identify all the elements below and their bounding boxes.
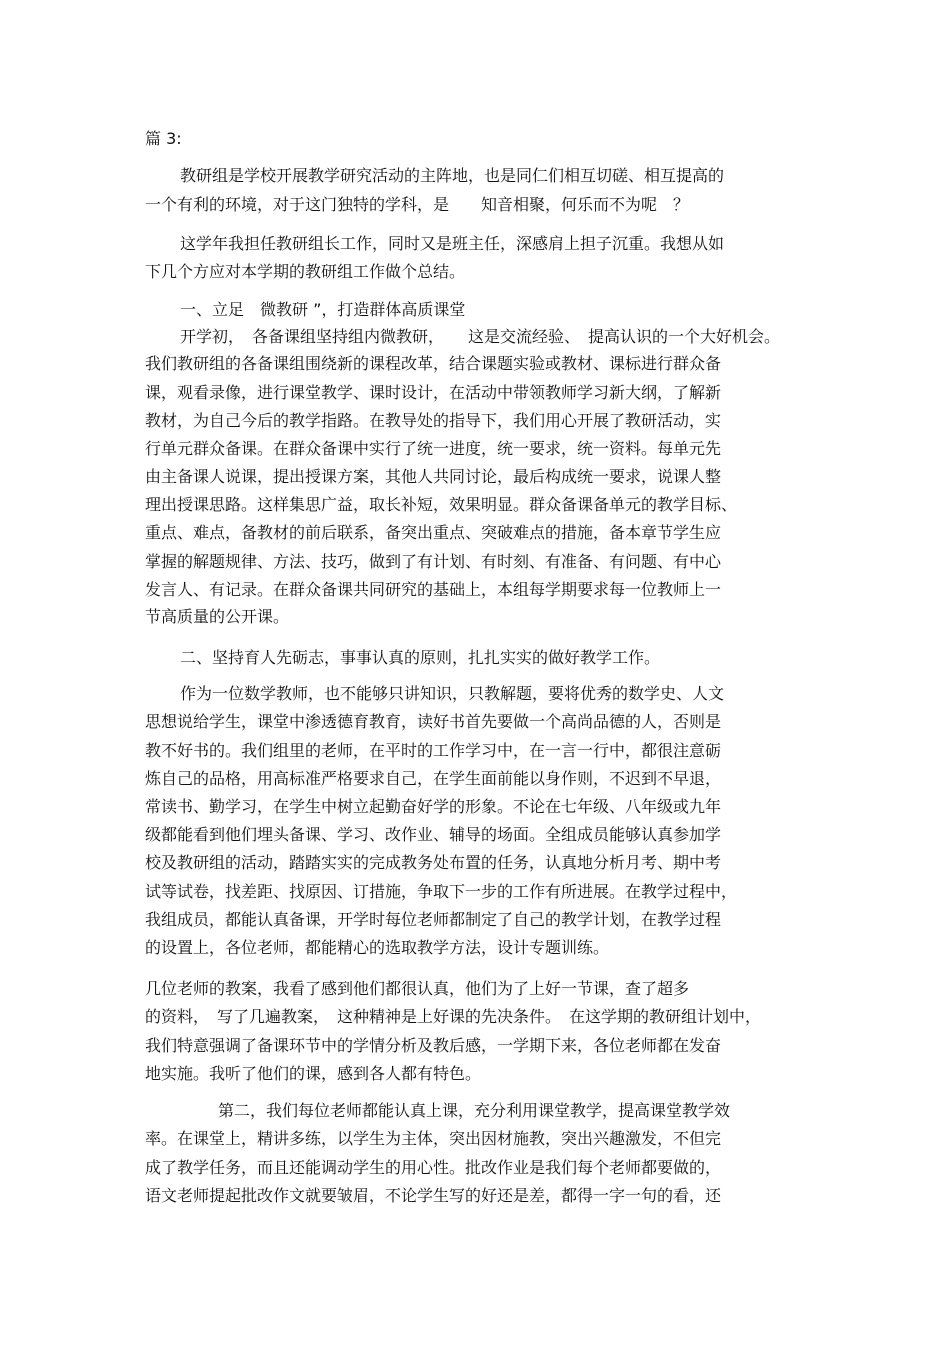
text-line: 发言人、有记录。在群众备课共同研究的基础上，本组每学期要求每一位教师上一: [145, 580, 722, 599]
text-line: 常读书、勤学习，在学生中树立起勤奋好学的形象。不论在七年级、八年级或九年: [145, 797, 722, 816]
text-line: 行单元群众备课。在群众备课中实行了统一进度，统一要求，统一资料。每单元先: [145, 439, 722, 458]
text-line: 由主备课人说课，提出授课方案，其他人共同讨论，最后构成统一要求，说课人整: [145, 467, 722, 486]
text-line: 级都能看到他们埋头备课、学习、改作业、辅导的场面。全组成员能够认真参加学: [145, 825, 722, 844]
text-line: 节高质量的公开课。: [145, 607, 290, 626]
text-line: 试等试卷，找差距、找原因、订措施，争取下一步的工作有所进展。在教学过程中，: [145, 882, 738, 901]
text-line: 第二，我们每位老师都能认真上课，充分利用课堂教学，提高课堂教学效: [218, 1101, 731, 1120]
text-line: 一个有利的环境，对于这门独特的学科，是 知音相聚，何乐而不为呢 ？: [145, 195, 690, 214]
text-line: 语文老师提起批改作文就要皱眉，不论学生写的好还是差，都得一字一句的看，还: [145, 1186, 722, 1205]
text-line: 的设置上，各位老师，都能精心的选取教学方法，设计专题训练。: [145, 938, 610, 957]
text-line: 炼自己的品格，用高标准严格要求自己，在学生面前能以身作则，不迟到不早退，: [145, 769, 722, 788]
text-line: 地实施。我听了他们的课，感到各人都有特色。: [145, 1064, 482, 1083]
section-heading: 篇 3:: [145, 129, 182, 148]
text-line: 几位老师的教案，我看了感到他们都很认真，他们为了上好一节课，查了超多: [145, 979, 690, 998]
text-line: 课，观看录像，进行课堂教学、课时设计，在活动中带领教师学习新大纲，了解新: [145, 383, 722, 402]
text-line: 校及教研组的活动，踏踏实实的完成教务处布置的任务，认真地分析月考、期中考: [145, 853, 722, 872]
text-line: 成了教学任务，而且还能调动学生的用心性。批改作业是我们每个老师都要做的，: [145, 1158, 722, 1177]
text-line: 教材，为自己今后的教学指路。在教导处的指导下，我们用心开展了教研活动，实: [145, 411, 722, 430]
text-line: 的资料， 写了几遍教案， 这种精神是上好课的先决条件。 在这学期的教研组计划中，: [145, 1007, 762, 1026]
text-line: 下几个方应对本学期的教研组工作做个总结。: [145, 262, 466, 281]
text-line: 掌握的解题规律、方法、技巧，做到了有计划、有时刻、有准备、有问题、有中心: [145, 552, 722, 571]
text-line: 重点、难点，备教材的前后联系，备突出重点、突破难点的措施，备本章节学生应: [145, 523, 722, 542]
text-line: 教不好书的。我们组里的老师，在平时的工作学习中，在一言一行中，都很注意砺: [145, 741, 722, 760]
text-line: 理出授课思路。这样集思广益，取长补短，效果明显。群众备课备单元的教学目标、: [145, 495, 738, 514]
section-title: 二、坚持育人先砺志，事事认真的原则，扎扎实实的做好教学工作。: [180, 648, 661, 667]
text-line: 我组成员，都能认真备课，开学时每位老师都制定了自己的教学计划，在教学过程: [145, 910, 722, 929]
text-line: 我们教研组的各备课组围绕新的课程改革，结合课题实验或教材、课标进行群众备: [145, 354, 722, 373]
section-title: 一、立足 微教研 ”，打造群体高质课堂: [180, 300, 466, 319]
text-line: 开学初， 各备课组坚持组内微教研， 这是交流经验、 提高认识的一个大好机会。: [180, 327, 781, 346]
text-line: 这学年我担任教研组长工作，同时又是班主任，深感肩上担子沉重。我想从如: [180, 234, 725, 253]
text-line: 思想说给学生，课堂中渗透德育教育，读好书首先要做一个高尚品德的人，否则是: [145, 712, 722, 731]
text-line: 作为一位数学教师，也不能够只讲知识，只教解题，要将优秀的数学史、人文: [180, 684, 725, 703]
text-line: 教研组是学校开展教学研究活动的主阵地，也是同仁们相互切磋、相互提高的: [180, 166, 725, 185]
text-line: 我们特意强调了备课环节中的学情分析及教后感，一学期下来，各位老师都在发奋: [145, 1036, 722, 1055]
text-line: 率。在课堂上，精讲多练，以学生为主体，突出因材施教，突出兴趣激发，不但完: [145, 1129, 722, 1148]
